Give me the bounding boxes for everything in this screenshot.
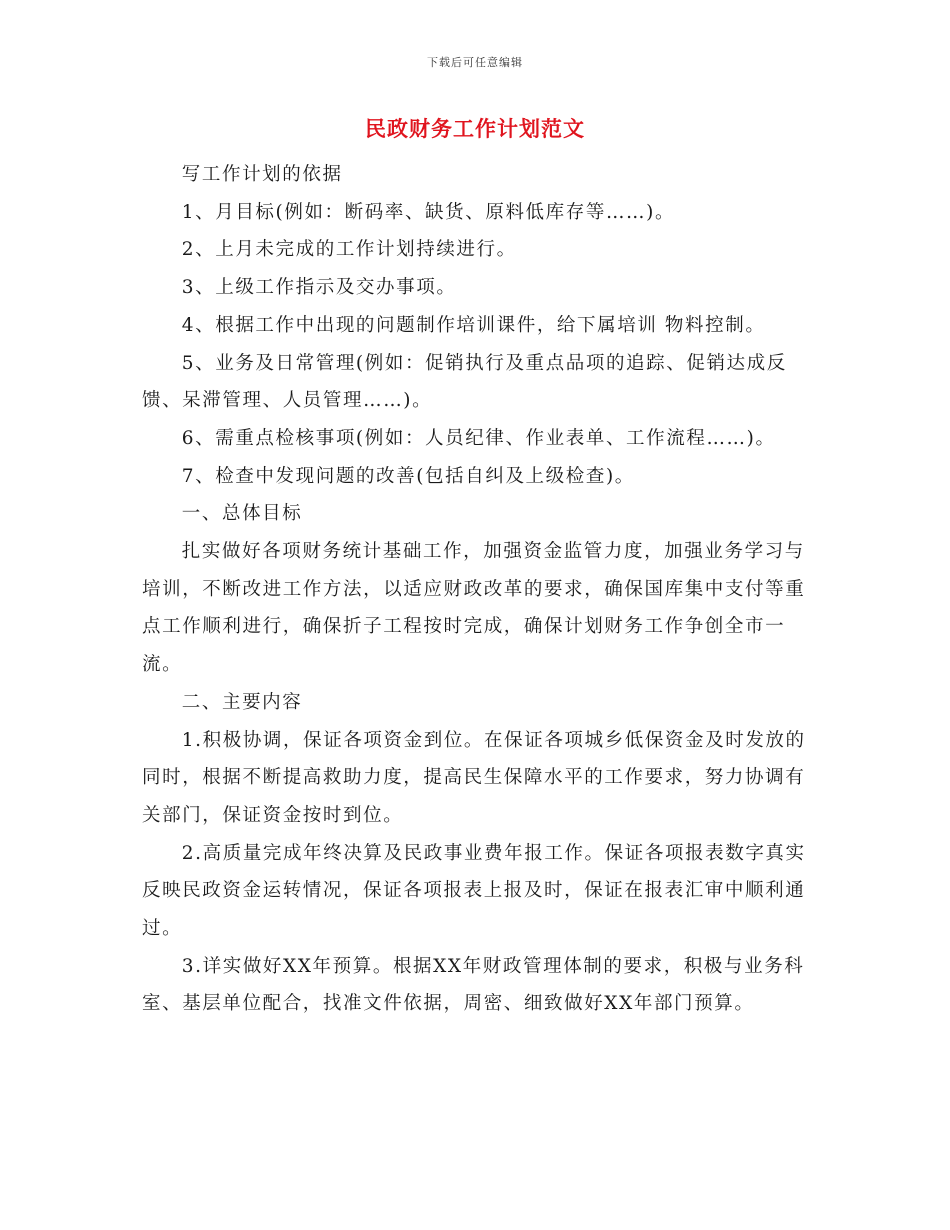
paragraph: 1、月目标(例如：断码率、缺货、原料低库存等……)。: [181, 201, 676, 223]
paragraph: 3.详实做好XX年预算。根据XX年财政管理体制的要求，积极与业务科室、基层单位配合，找准文件依据，周密、细致做好XX年部门预算。: [142, 955, 805, 1015]
section-heading: 二、主要内容: [181, 691, 303, 713]
section-heading: 一、总体目标: [181, 503, 303, 525]
paragraph: 7、检查中发现问题的改善(包括自纠及上级检查)。: [181, 465, 635, 487]
paragraph: 1.积极协调，保证各项资金到位。在保证各项城乡低保资金及时发放的同时，根据不断提高救助力度，提高民生保障水平的工作要求，努力协调有关部门，保证资金按时到位。: [142, 729, 806, 826]
paragraph: 5、业务及日常管理(例如：促销执行及重点品项的追踪、促销达成反馈、呆滞管理、人员管理……)。: [142, 352, 787, 412]
paragraph: 4、根据工作中出现的问题制作培训课件，给下属培训 物料控制。: [181, 314, 766, 336]
document-title: 民政财务工作计划范文: [365, 116, 585, 141]
document-body: [142, 156, 812, 1023]
paragraph: 6、需重点检核事项(例如：人员纪律、作业表单、工作流程……)。: [181, 427, 776, 449]
paragraph: 2.高质量完成年终决算及民政事业费年报工作。保证各项报表数字真实反映民政资金运转情况，保证各项报表上报及时，保证在报表汇审中顺利通过。: [142, 842, 806, 940]
paragraph: 写工作计划的依据: [181, 164, 343, 185]
paragraph: 扎实做好各项财务统计基础工作，加强资金监管力度，加强业务学习与培训，不断改进工作方法，以适应财政改革的要求，确保国库集中支付等重点工作顺利进行，确保折子工程按时完成，确保计划财务工作争创全市一流。: [142, 541, 806, 676]
paragraph: 3、上级工作指示及交办事项。: [181, 277, 457, 299]
header-note: 下载后可任意编辑: [427, 56, 523, 69]
paragraph: 2、上月未完成的工作计划持续进行。: [181, 239, 517, 261]
